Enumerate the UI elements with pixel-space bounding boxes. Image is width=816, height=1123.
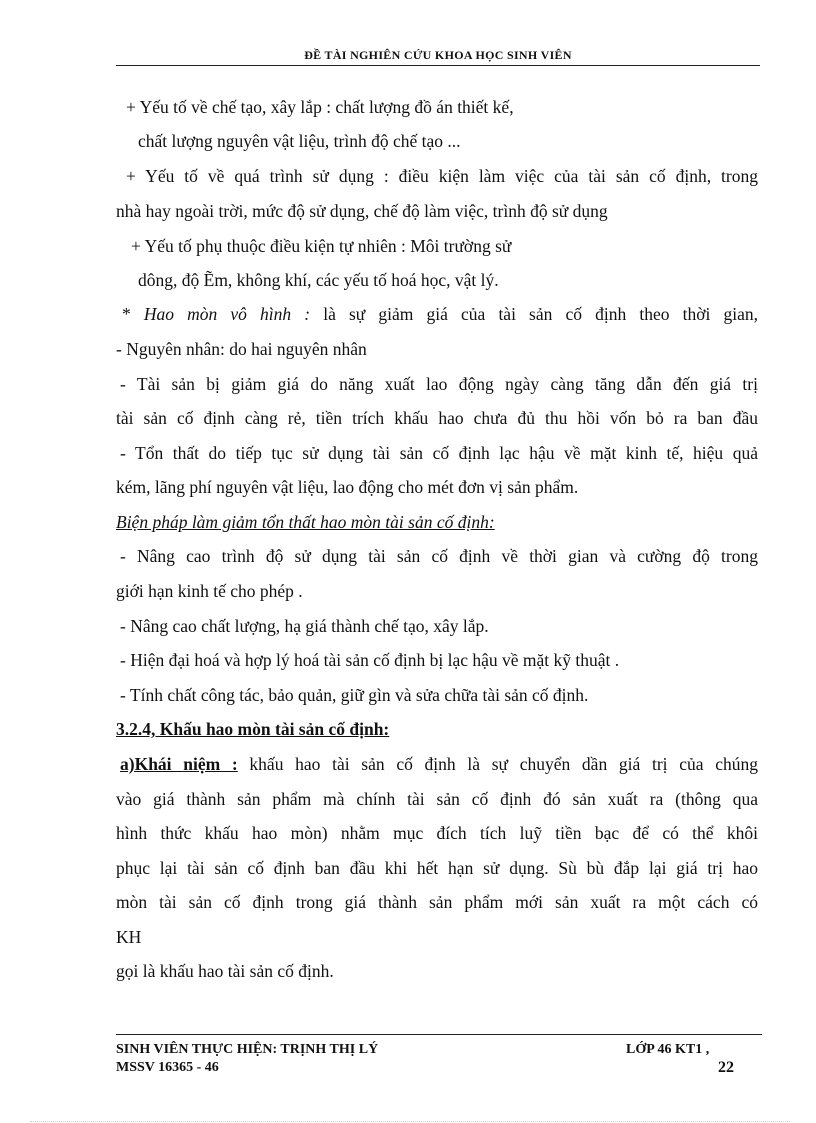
paragraph-line: phục lại tài sản cố định ban đầu khi hết hạn sử dụng. Sù bù đắp lại giá trị hao xyxy=(116,858,758,878)
paragraph-line: giới hạn kinh tế cho phép . xyxy=(116,581,303,601)
header-divider xyxy=(116,65,760,66)
header-title: ĐỀ TÀI NGHIÊN CỨU KHOA HỌC SINH VIÊN xyxy=(304,48,572,62)
paragraph-line: mòn tài sản cố định trong giá thành sản phẩm mới sản xuất ra một cách có xyxy=(116,892,758,912)
paragraph-line xyxy=(120,753,758,775)
page-number: 22 xyxy=(718,1059,734,1076)
paragraph-line: + Yếu tố về quá trình sử dụng : điều kiện làm việc của tài sản cố định, trong xyxy=(126,166,758,186)
class-label: LỚP 46 KT1 , xyxy=(626,1042,710,1057)
paragraph-line: KH xyxy=(116,927,142,947)
paragraph-line: hình thức khấu hao mòn) nhằm mục đích tích luỹ tiền bạc để có thể khôi xyxy=(116,823,758,843)
paragraph-line: - Nâng cao chất lượng, hạ giá thành chế tạo, xây lắp. xyxy=(120,616,489,636)
paragraph-line xyxy=(122,303,758,325)
paragraph-line: + Yếu tố về chế tạo, xây lắp : chất lượng đồ án thiết kế, xyxy=(126,97,514,117)
student-id: MSSV 16365 - 46 xyxy=(116,1060,219,1075)
paragraph-line: chất lượng nguyên vật liệu, trình độ chế tạo ... xyxy=(138,131,461,151)
paragraph-line: - Tổn thất do tiếp tục sử dụng tài sản cố định lạc hậu về mặt kinh tế, hiệu quả xyxy=(120,443,758,463)
paragraph-line: kém, lãng phí nguyên vật liệu, lao động cho mét đơn vị sản phẩm. xyxy=(116,477,579,497)
paragraph-line: - Nguyên nhân: do hai nguyên nhân xyxy=(116,339,367,359)
paragraph-line: vào giá thành sản phẩm mà chính tài sản cố định đó sản xuất ra (thông qua xyxy=(116,789,758,809)
paragraph-line: dông, độ Ẽm, không khí, các yếu tố hoá học, vật lý. xyxy=(138,270,499,290)
paragraph-line: + Yếu tố phụ thuộc điều kiện tự nhiên : Môi trường sử xyxy=(131,236,512,256)
footer-divider xyxy=(116,1034,762,1035)
term-hao-mon-vo-hinh: Hao mòn vô hình : xyxy=(143,304,311,324)
paragraph-line: tài sản cố định càng rẻ, tiền trích khấu hao chưa đủ thu hồi vốn bỏ ra ban đầu xyxy=(116,408,758,428)
bullet-star: * xyxy=(122,304,131,324)
student-name: SINH VIÊN THỰC HIỆN: TRỊNH THỊ LÝ xyxy=(116,1042,379,1057)
paragraph-line: - Tính chất công tác, bảo quản, giữ gìn và sửa chữa tài sản cố định. xyxy=(120,685,589,705)
paragraph-line: - Hiện đại hoá và hợp lý hoá tài sản cố định bị lạc hậu về mặt kỹ thuật . xyxy=(120,650,620,670)
paragraph-line: - Nâng cao trình độ sử dụng tài sản cố định về thời gian và cường độ trong xyxy=(120,546,758,566)
definition-text: là sự giảm giá của tài sản cố định theo thời gian, xyxy=(323,304,758,324)
section-heading: 3.2.4, Khấu hao mòn tài sản cố định: xyxy=(116,719,390,739)
paragraph-line: nhà hay ngoài trời, mức độ sử dụng, chế độ làm việc, trình độ sử dụng xyxy=(116,201,608,221)
page-edge-divider xyxy=(30,1121,790,1122)
paragraph-line: - Tài sản bị giảm giá do năng xuất lao động ngày càng tăng dẫn đến giá trị xyxy=(120,374,758,394)
concept-label: a)Khái niệm : xyxy=(120,754,238,774)
section-subheading: Biện pháp làm giảm tổn thất hao mòn tài sản cố định: xyxy=(116,512,495,532)
paragraph-line: gọi là khấu hao tài sản cố định. xyxy=(116,961,334,981)
concept-text: khấu hao tài sản cố định là sự chuyển dần giá trị của chúng xyxy=(249,754,758,774)
